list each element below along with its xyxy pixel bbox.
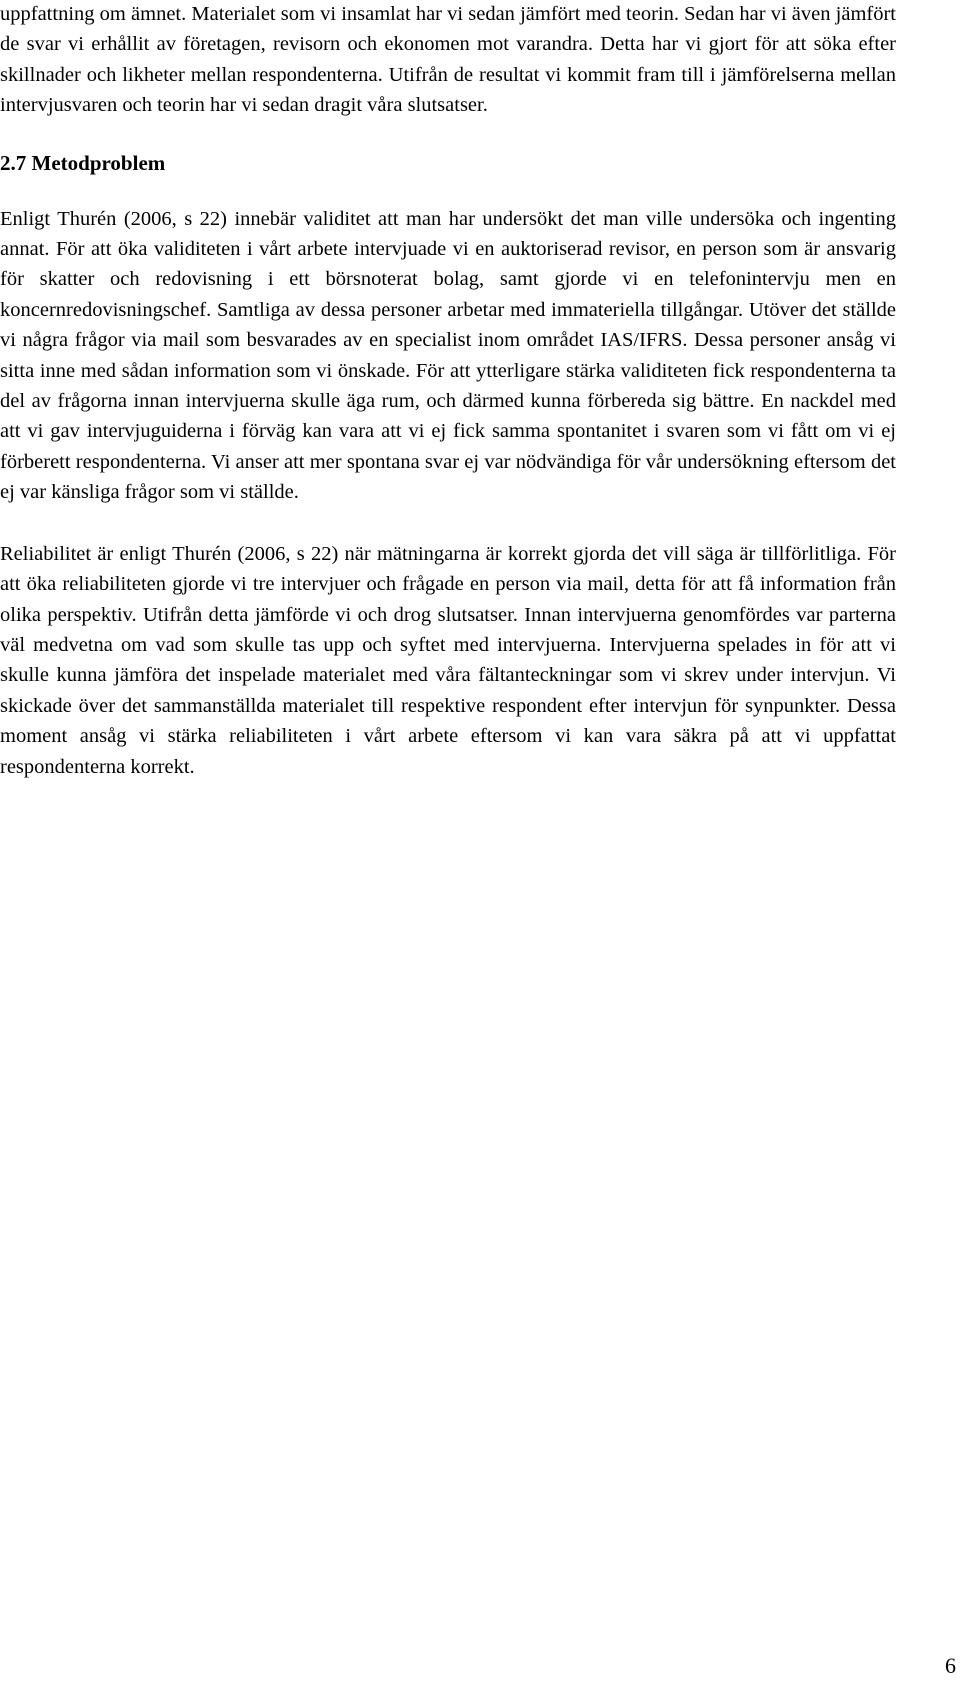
section-heading: 2.7 Metodproblem [0,150,166,175]
page-number: 6 [945,1653,956,1678]
paragraph-reliability: Reliabilitet är enligt Thurén (2006, s 22) när mätningarna är korrekt gjorda det vill säga är tillförlitliga. För att öka reliabiliteten gjorde vi tre intervjuer och frågade en person via mail, detta för att få information från olika perspektiv. Utifrån detta jämförde vi och drog slutsatser. Innan intervjuerna genomfördes var parterna väl medvetna om vad som skulle tas upp och syftet med intervjuerna. Intervjuerna spelades in för att vi skulle kunna jämföra det inspelade materialet med våra fältanteckningar som vi skrev under intervjun. Vi skickade över det sammanställda materialet till respektive respondent efter intervjun för synpunkter. Dessa moment ansåg vi stärka reliabiliteten i vårt arbete eftersom vi kan vara säkra på att vi uppfattat respondenterna korrekt. [0,542,896,778]
paragraph-validity: Enligt Thurén (2006, s 22) innebär validitet att man har undersökt det man ville undersöka och ingenting annat. För att öka validiteten i vårt arbete intervjuade vi en auktoriserad revisor, en person som är ansvarig för skatter och redovisning i ett börsnoterat bolag, samt gjorde vi en telefonintervju men en koncernredovisningschef. Samtliga av dessa personer arbetar med immateriella tillgångar. Utöver det ställde vi några frågor via mail som besvarades av en specialist inom området IAS/IFRS. Dessa personer ansåg vi sitta inne med sådan information som vi önskade. För att ytterligare stärka validiteten fick respondenterna ta del av frågorna innan intervjuerna skulle äga rum, och därmed kunna förbereda sig bättre. En nackdel med att vi gav intervjuguiderna i förväg kan vara att vi ej fick samma spontanitet i svaren som vi fått om vi ej förberett respondenterna. Vi anser att mer spontana svar ej var nödvändiga för vår undersökning eftersom det ej var känsliga frågor som vi ställde. [0,207,896,504]
page-content [0,0,896,782]
paragraph-intro: uppfattning om ämnet. Materialet som vi insamlat har vi sedan jämfört med teorin. Sedan har vi även jämfört de svar vi erhållit av företagen, revisorn och ekonomen mot varandra. Detta har vi gjort för att söka efter skillnader och likheter mellan respondenterna. Utifrån de resultat vi kommit fram till i jämförelserna mellan intervjusvaren och teorin har vi sedan dragit våra slutsatser. [0,3,896,117]
